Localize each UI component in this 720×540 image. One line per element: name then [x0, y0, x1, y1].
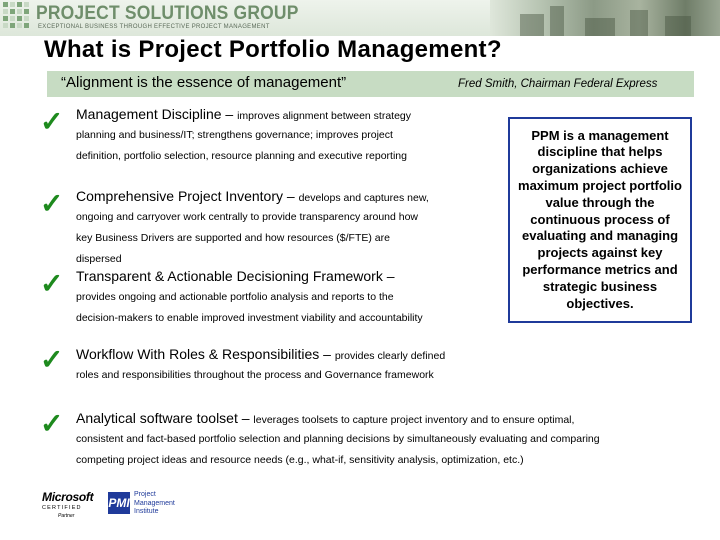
ppm-definition-box [508, 117, 692, 323]
bullet-analytical-toolset [76, 408, 600, 471]
quote-attribution: Fred Smith, Chairman Federal Express [458, 78, 658, 90]
bullet-text: consistent and fact-based portfolio selection and planning decisions by simultaneously evaluating and comparing [76, 433, 600, 445]
bullet-heading: Comprehensive Project Inventory – [76, 188, 299, 204]
ppm-definition-text: PPM is a management discipline that helps organizations achieve maximum project portfolio value through the continuous process of evaluating and managing projects against key performance metrics and strategic business objectives. [518, 127, 682, 311]
checkmark-icon: ✓ [40, 188, 64, 219]
microsoft-certified-partner-logo [42, 490, 98, 524]
bullet-text: planning and business/IT; strengthens governance; improves project [76, 129, 393, 141]
pmi-line: Institute [134, 508, 159, 515]
bullet-heading: Management Discipline – [76, 106, 238, 122]
bullet-text: roles and responsibilities throughout the process and Governance framework [76, 369, 434, 381]
bullet-decisioning-framework [76, 266, 423, 329]
bullet-text: leverages toolsets to capture project inventory and to ensure optimal, [253, 414, 575, 426]
company-logo-icon [3, 2, 29, 28]
quote-text: “Alignment is the essence of management” [61, 74, 347, 91]
checkmark-icon: ✓ [40, 408, 64, 439]
checkmark-icon: ✓ [40, 106, 64, 137]
header-band [0, 0, 720, 36]
pmi-name [134, 491, 175, 517]
bullet-heading: Workflow With Roles & Responsibilities – [76, 346, 335, 362]
pmi-line: Project [134, 491, 156, 498]
header-photo-banner [490, 0, 720, 36]
company-name: PROJECT SOLUTIONS GROUP [36, 3, 299, 24]
bullet-text: competing project ideas and resource needs (e.g., what-if, sensitivity analysis, optimization, etc.) [76, 454, 524, 466]
pmi-logo [108, 490, 178, 524]
pmi-mark-icon: PMI [108, 492, 130, 514]
company-tagline: EXCEPTIONAL BUSINESS THROUGH EFFECTIVE PROJECT MANAGEMENT [38, 24, 270, 30]
bullet-text: improves alignment between strategy [237, 110, 412, 122]
bullet-text: ongoing and carryover work centrally to provide transparency around how [76, 211, 419, 223]
bullet-text: develops and captures new, [298, 192, 429, 204]
bullet-text: decision-makers to enable improved investment viability and accountability [76, 312, 423, 324]
pmi-line: Management [134, 499, 175, 507]
bullet-text: provides clearly defined [334, 350, 446, 362]
microsoft-partner-label: Partner [58, 513, 75, 519]
bullet-text: definition, portfolio selection, resource planning and executive reporting [76, 150, 407, 162]
bullet-project-inventory [76, 186, 429, 270]
bullet-roles-responsibilities [76, 344, 445, 386]
checkmark-icon: ✓ [40, 268, 64, 299]
bullet-text: key Business Drivers are supported and how resources ($/FTE) are [76, 232, 390, 244]
bullet-text: provides ongoing and actionable portfolio analysis and reports to the [76, 291, 394, 303]
microsoft-wordmark: Microsoft [42, 490, 94, 504]
quote-band [47, 71, 694, 97]
microsoft-certified-label: CERTIFIED [42, 505, 82, 511]
bullet-management-discipline [76, 104, 411, 167]
bullet-heading: Analytical software toolset – [76, 410, 254, 426]
bullet-text: dispersed [76, 253, 122, 265]
slide-title: What is Project Portfolio Management? [44, 36, 502, 63]
checkmark-icon: ✓ [40, 344, 64, 375]
bullet-heading: Transparent & Actionable Decisioning Framework – [76, 268, 395, 284]
